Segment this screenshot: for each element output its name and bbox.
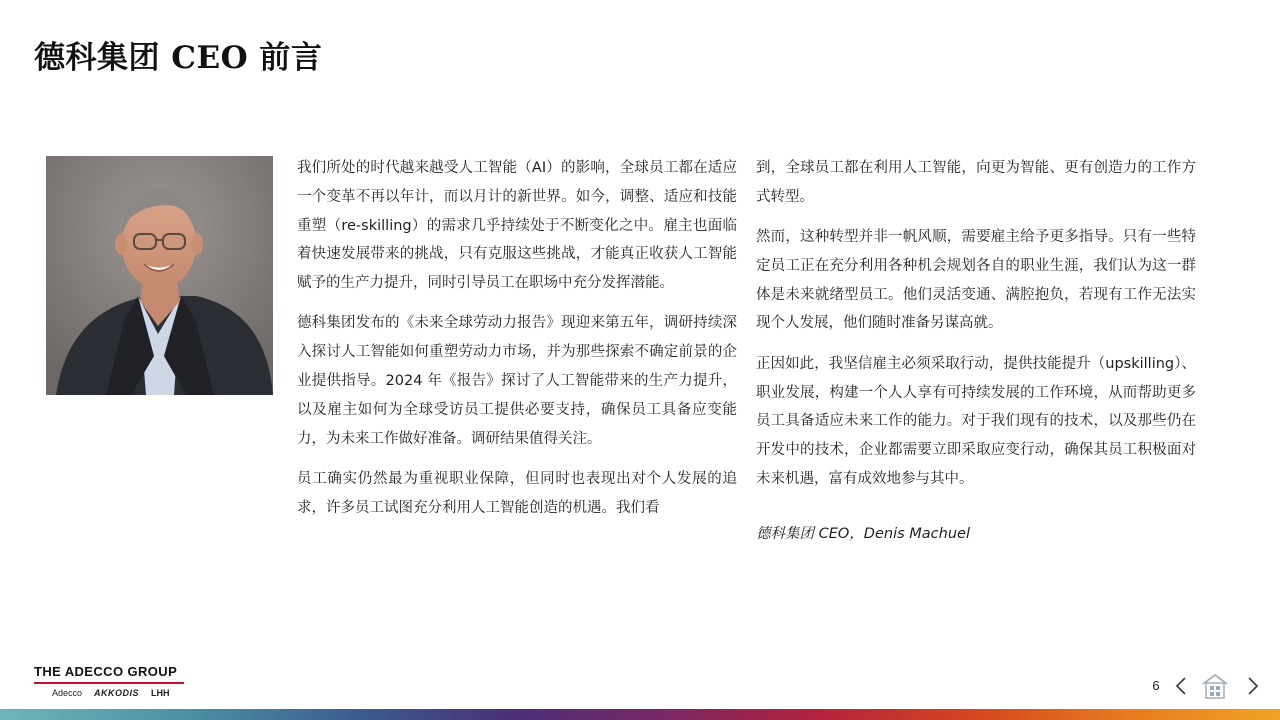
logo-underline [34, 682, 184, 684]
paragraph: 到，全球员工都在利用人工智能，向更为智能、更有创造力的工作方式转型。 [756, 160, 1196, 205]
paragraph: 正因如此，我坚信雇主必须采取行动，提供技能提升（upskilling）、职业发展，构建一个人人享有可持续发展的工作环境，从而帮助更多员工具备适应未来工作的能力。对于我们现有的技术，以及那些仍在开发中的技术，企业都需要立即采取应变行动，确保其员工积极面对未来机遇，富有成效地参与其中。 [756, 355, 1196, 487]
next-page-button[interactable] [1240, 672, 1264, 700]
body-column-left [297, 154, 737, 534]
paragraph: 我们所处的时代越来越受人工智能（AI）的影响，全球员工都在适应一个变革不再以年计，而以月计的新世界。如今，调整、适应和技能重塑（re-skilling）的需求几乎持续处于不断变化之中。雇主也面临着快速发展带来的挑战，只有克服这些挑战，才能真正收获人工智能赋予的生产力提升，同时引导员工在职场中充分发挥潜能。 [297, 160, 737, 292]
chevron-right-icon [1240, 672, 1264, 700]
brand-adecco: Adecco [52, 687, 83, 698]
brand-lhh: LHH [151, 687, 170, 698]
paragraph: 员工确实仍然最为重视职业保障，但同时也表现出对个人发展的追求，许多员工试图充分利用人工智能创造的机遇。我们看 [297, 470, 737, 516]
ceo-portrait-photo [46, 156, 273, 395]
previous-page-button[interactable] [1170, 672, 1194, 700]
ceo-signature: 德科集团 CEO，Denis Machuel [756, 525, 970, 542]
portrait-illustration [46, 156, 273, 395]
paragraph: 德科集团发布的《未来全球劳动力报告》现迎来第五年，调研持续深入探讨人工智能如何重塑劳动力市场，并为那些探索不确定前景的企业提供指导。2024 年《报告》探讨了人工智能带来的生产力提升，以及雇主如何为全球受访员工提供必要支持，确保员工具备应变能力，为未来工作做好准备。调研结果值得关注。 [297, 315, 737, 447]
body-column-right [756, 154, 1196, 560]
chevron-left-icon [1170, 672, 1194, 700]
bottom-gradient-bar [0, 709, 1280, 720]
brand-akkodis: AKKODIS [94, 687, 140, 698]
page-number: 6 [1152, 678, 1160, 693]
logo-wordmark: THE ADECCO GROUP [34, 664, 178, 679]
logo-brands [34, 688, 189, 698]
home-grid-icon [1200, 672, 1230, 700]
paragraph: 然而，这种转型并非一帆风顺，需要雇主给予更多指导。只有一些特定员工正在充分利用各种机会规划各自的职业生涯，我们认为这一群体是未来就绪型员工。他们灵活变通、满腔抱负，若现有工作无法实现个人发展，他们随时准备另谋高就。 [756, 229, 1196, 332]
page-title: 德科集团 CEO 前言 [34, 40, 323, 76]
adecco-group-logo [34, 664, 189, 698]
home-button[interactable] [1200, 672, 1230, 700]
